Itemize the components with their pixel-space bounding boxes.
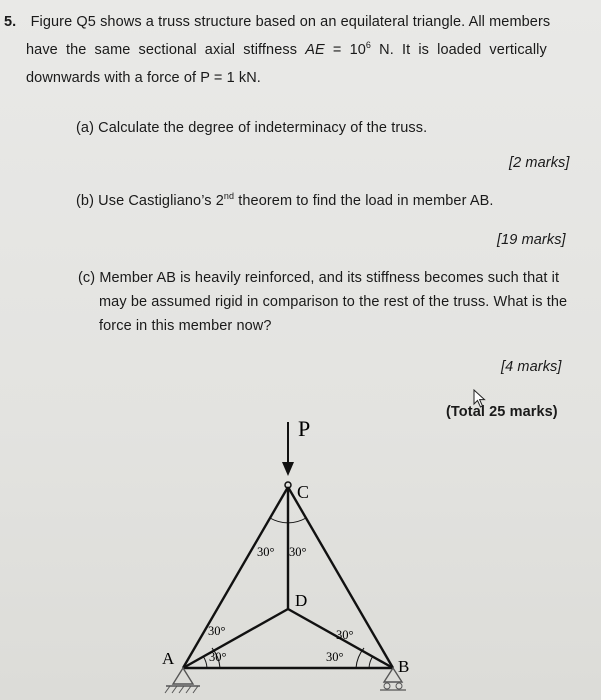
angle-b-bottom-label: 30° bbox=[326, 650, 344, 664]
truss-figure bbox=[140, 410, 440, 700]
question-line-1 bbox=[4, 14, 550, 30]
part-c-line-1: (c) Member AB is heavily reinforced, and its stiffness becomes such that it bbox=[78, 270, 560, 286]
question-intro-exponent: 6 bbox=[365, 40, 372, 50]
part-a-marks: [2 marks] bbox=[509, 155, 570, 171]
member-ca bbox=[183, 487, 288, 668]
part-c-marks: [4 marks] bbox=[501, 359, 562, 375]
angle-arc-a-bottom bbox=[203, 656, 207, 668]
angle-c-right-label: 30° bbox=[289, 545, 307, 559]
mouse-cursor-icon bbox=[473, 389, 487, 409]
question-intro-eq: = 10 bbox=[324, 42, 366, 58]
angle-arc-b-bottom bbox=[369, 656, 373, 668]
part-b-marks: [19 marks] bbox=[497, 232, 566, 248]
pin-support-a bbox=[165, 668, 200, 693]
question-intro-line-3: downwards with a force of P = 1 kN. bbox=[26, 70, 261, 86]
part-b-text-suffix: theorem to find the load in member AB. bbox=[234, 193, 494, 209]
part-b-text-prefix: (b) Use Castigliano’s 2 bbox=[76, 193, 224, 209]
question-line-2 bbox=[26, 42, 547, 58]
part-a-text: (a) Calculate the degree of indeterminacy of the truss. bbox=[76, 120, 428, 136]
total-marks: (Total 25 marks) bbox=[446, 404, 558, 420]
question-number: 5. bbox=[4, 14, 17, 30]
angle-a-bottom-label: 30° bbox=[209, 650, 227, 664]
part-c-line-2: may be assumed rigid in comparison to the rest of the truss. What is the bbox=[99, 294, 568, 310]
question-line-3 bbox=[26, 70, 261, 86]
part-b-superscript: nd bbox=[223, 191, 235, 201]
load-arrow bbox=[282, 422, 294, 476]
node-c-label: C bbox=[297, 482, 310, 502]
part-b-text bbox=[76, 193, 494, 209]
angle-b-top-label: 30° bbox=[336, 628, 354, 642]
angle-c-left-label: 30° bbox=[257, 545, 275, 559]
question-intro-line-1: Figure Q5 shows a truss structure based on an equilateral triangle. All members bbox=[30, 14, 551, 30]
part-c-line-3: force in this member now? bbox=[99, 318, 272, 334]
question-intro-ae: AE bbox=[305, 42, 325, 58]
node-b-label: B bbox=[398, 657, 410, 676]
question-intro-line-2-suffix: N. It is loaded vertically bbox=[371, 42, 547, 58]
node-a-label: A bbox=[162, 649, 175, 668]
question-intro-line-2-prefix: have the same sectional axial stiffness bbox=[26, 42, 306, 58]
angle-a-top-label: 30° bbox=[208, 624, 226, 638]
load-label: P bbox=[298, 416, 311, 441]
node-d-label: D bbox=[295, 591, 308, 610]
